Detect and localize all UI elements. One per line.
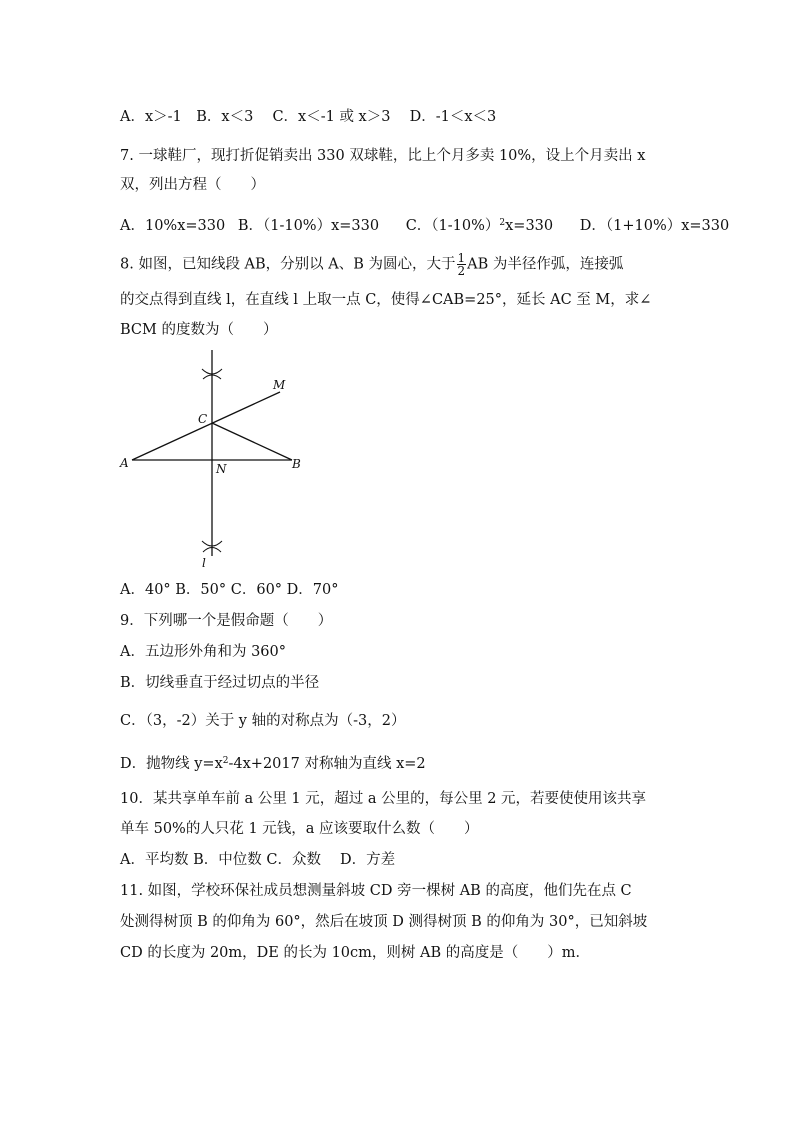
q8-options: A．40° B．50° C．60° D．70° [120,582,339,598]
q7-stem-line1: 7. 一球鞋厂，现打折促销卖出 330 双球鞋，比上个月多卖 10%，设上个月卖出 x [120,148,646,164]
label-a: A [120,456,129,470]
label-n: N [216,462,227,476]
q10-stem-line1: 10．某共享单车前 a 公里 1 元，超过 a 公里的，每公里 2 元，若要使使用该共享 [120,791,647,807]
ray-am [132,392,280,460]
q8-stem-line1: 8. 如图，已知线段 AB，分别以 A、B 为圆心，大于 $\frac{1}{2}$ AB 为半径作弧，连接弧 [120,251,624,278]
label-c: C [198,412,208,426]
segment-cb [212,423,292,460]
q9-option-a: A．五边形外角和为 360° [120,644,287,660]
q11-stem-line3: CD 的长度为 20m，DE 的长为 10cm，则树 AB 的高度是（ ）m． [120,945,590,961]
q7-stem-line2: 双，列出方程（ ） [120,177,265,193]
label-b: B [292,457,301,471]
q6-options: A．x＞-1 B．x＜3 C．x＜-1 或 x＞3 D．-1＜x＜3 [120,109,497,125]
q11-stem-line2: 处测得树顶 B 的仰角为 60°，然后在坡顶 D 测得树顶 B 的仰角为 30°，已知斜坡 [120,914,648,930]
q11-stem-line1: 11. 如图，学校环保社成员想测量斜坡 CD 旁一棵树 AB 的高度，他们先在点 C [120,883,632,899]
q8-stem-line2: 的交点得到直线 l，在直线 l 上取一点 C，使得∠CAB=25°，延长 AC 至 M，求∠ [120,292,652,308]
q10-stem-line2: 单车 50%的人只花 1 元钱，a 应该要取什么数（ ） [120,821,479,837]
label-l: l [202,556,206,570]
label-m: M [273,378,286,392]
q7-options [120,213,729,236]
q9-option-c: C．（3，-2）关于 y 轴的对称点为（-3，2） [120,713,406,729]
q9-option-b: B．切线垂直于经过切点的半径 [120,675,320,691]
q8-stem-line3: BCM 的度数为（ ） [120,322,278,338]
q10-options: A．平均数 B．中位数 C．众数 D．方差 [120,852,396,868]
q7-option-b: B．（1-10%）x=330 [237,218,380,234]
q9-option-d: D．抛物线 $y=x^2-4x+2017$ 对称轴为直线 x=2 [120,756,426,772]
q9-stem: 9．下列哪一个是假命题（ ） [120,613,333,629]
fraction-one-half: $\frac{1}{2}$ [457,251,466,278]
q7-option-c: C．$(1-10\%)^2x=330$ [405,218,554,234]
q7-option-a: A．10%x=330 [120,218,226,234]
q7-option-d: D．（1+10%）x=330 [579,218,730,234]
q8-geometry-figure [112,343,312,575]
